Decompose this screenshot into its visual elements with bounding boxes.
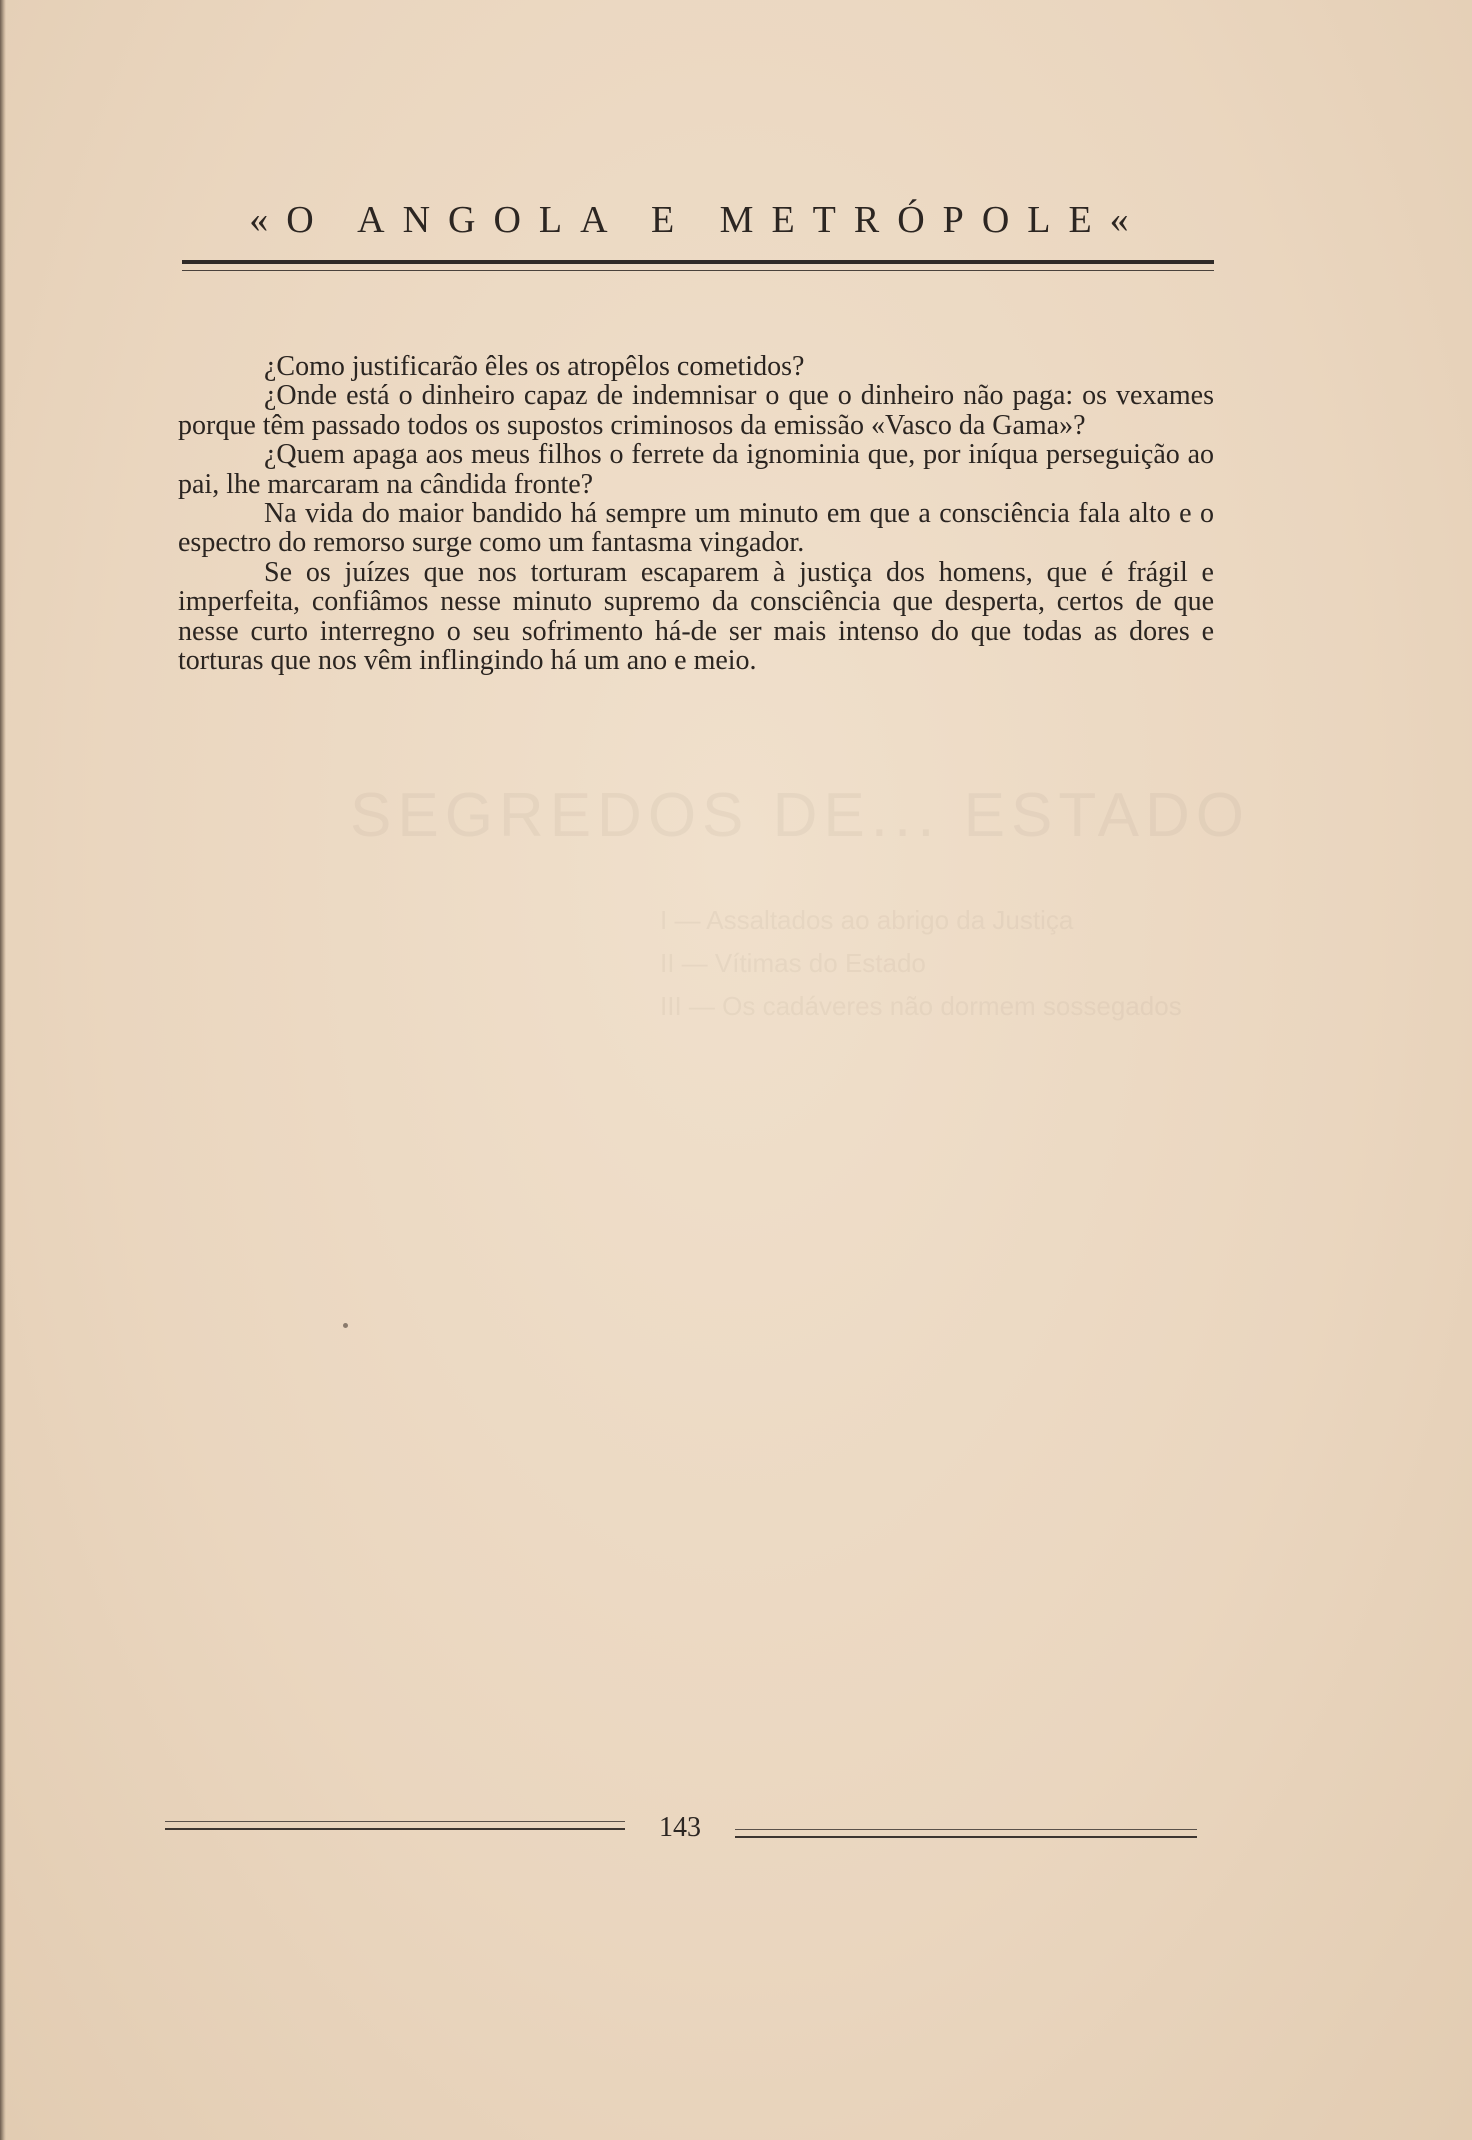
- paper-speck: [343, 1323, 348, 1328]
- show-through-line: III — Os cadáveres não dormem sossegados: [660, 991, 1182, 1021]
- header-rule-thin: [182, 270, 1214, 271]
- header-rule-thick: [182, 260, 1214, 264]
- paragraph: Se os juízes que nos torturam escaparem à justiça dos homens, que é frágil e imperfeita, confiâmos nesse minuto supremo da consciência que desperta, certos de que nesse curto interregno o seu sofrimento há-de ser mais intenso do que todas as dores e torturas que nos vêm inflingindo há um ano e meio.: [178, 556, 1214, 677]
- show-through-line: II — Vítimas do Estado: [660, 948, 926, 978]
- running-header: «O ANGOLA E METRÓPOLE«: [249, 199, 1147, 241]
- body-text: [178, 352, 1214, 675]
- paragraph: Na vida do maior bandido há sempre um minuto em que a consciência fala alto e o espectro do remorso surge como um fantasma vingador.: [178, 498, 1214, 559]
- paragraph: ¿Como justificarão êles os atropêlos cometidos?: [264, 351, 805, 382]
- footer-rule-left-thick: [165, 1828, 625, 1830]
- footer-rule-right-thick: [735, 1836, 1197, 1838]
- page-number: 143: [659, 1812, 701, 1843]
- paragraph: ¿Quem apaga aos meus filhos o ferrete da ignominia que, por iníqua perseguição ao pai, lhe marcaram na cândida fronte?: [178, 439, 1214, 500]
- footer-rule-left-thin: [165, 1821, 625, 1822]
- show-through-title: SEGREDOS DE... ESTADO: [350, 781, 1251, 850]
- footer-rule-right-thin: [735, 1829, 1197, 1830]
- paragraph: ¿Onde está o dinheiro capaz de indemnisar o que o dinheiro não paga: os vexames porque têm passado todos os supostos criminosos da emissão «Vasco da Gama»?: [178, 380, 1214, 441]
- page-edge-shadow: [0, 0, 6, 2140]
- show-through-line: I — Assaltados ao abrigo da Justiça: [660, 905, 1074, 935]
